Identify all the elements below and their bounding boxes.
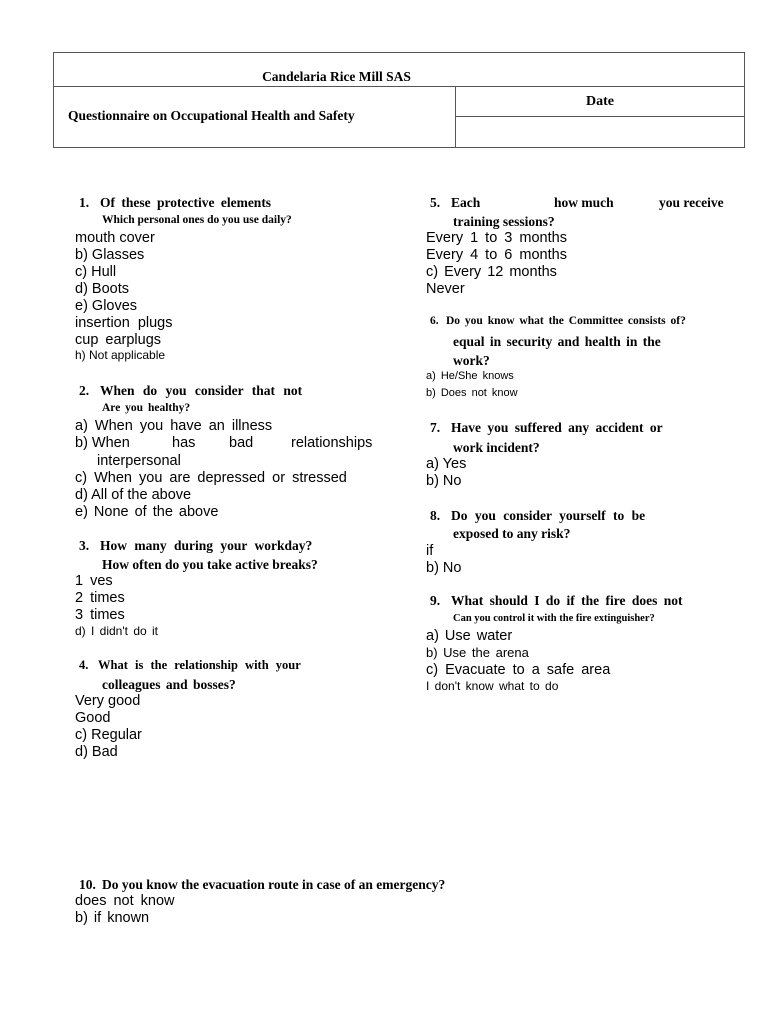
question-text-part: Each bbox=[451, 195, 481, 210]
answer-option[interactable]: 2 times bbox=[75, 590, 125, 606]
answer-option[interactable]: 1 ves bbox=[75, 573, 113, 589]
answer-option[interactable]: a) When you have an illness bbox=[75, 418, 273, 434]
question-text-line2: colleagues and bosses? bbox=[102, 677, 236, 692]
question-number: 6. bbox=[430, 315, 439, 327]
question-text: When do you consider that not bbox=[100, 383, 303, 398]
answer-option[interactable]: Every 1 to 3 months bbox=[426, 230, 567, 246]
question-text: What is the relationship with your bbox=[98, 658, 301, 672]
question-text: How many during your workday? bbox=[100, 538, 313, 553]
answer-option[interactable]: Every 4 to 6 months bbox=[426, 247, 567, 263]
answer-option[interactable]: b) When bbox=[75, 435, 130, 451]
question-text: Have you suffered any accident or bbox=[451, 420, 663, 435]
answer-option[interactable]: b) Glasses bbox=[75, 247, 145, 263]
answer-option[interactable]: c) Hull bbox=[75, 264, 117, 280]
answer-option[interactable]: b) No bbox=[426, 560, 462, 576]
question-text: Of these protective elements bbox=[100, 195, 272, 210]
answer-option[interactable]: insertion plugs bbox=[75, 315, 173, 331]
question-text-line2: Can you control it with the fire extinguisher? bbox=[453, 613, 655, 624]
answer-option[interactable]: mouth cover bbox=[75, 230, 155, 246]
answer-option-word: bad bbox=[229, 435, 254, 451]
question-number: 1. bbox=[79, 195, 90, 210]
answer-option[interactable]: c) When you are depressed or stressed bbox=[75, 470, 347, 486]
answer-option[interactable]: c) Regular bbox=[75, 727, 142, 743]
answer-option[interactable]: Never bbox=[426, 281, 465, 297]
answer-option[interactable]: b) Use the arena bbox=[426, 645, 529, 660]
header-table bbox=[53, 52, 745, 148]
question-number: 9. bbox=[430, 593, 441, 608]
question-number: 2. bbox=[79, 383, 90, 398]
question-number: 7. bbox=[430, 420, 441, 435]
form-title: Questionnaire on Occupational Health and Safety bbox=[68, 108, 355, 123]
answer-option[interactable]: c) Evacuate to a safe area bbox=[426, 662, 611, 678]
date-label: Date bbox=[586, 94, 614, 109]
answer-option[interactable]: d) All of the above bbox=[75, 487, 192, 503]
company-name: Candelaria Rice Mill SAS bbox=[262, 69, 411, 84]
question-number: 5. bbox=[430, 195, 441, 210]
question-text-part: you receive bbox=[659, 195, 724, 210]
answer-option[interactable]: b) Does not know bbox=[426, 387, 518, 399]
question-text-line2: Are you healthy? bbox=[102, 402, 191, 414]
question-text-line2: training sessions? bbox=[453, 214, 555, 229]
date-value-field[interactable] bbox=[456, 117, 744, 147]
answer-option[interactable]: a) Use water bbox=[426, 628, 513, 644]
question-text-line2: Which personal ones do you use daily? bbox=[102, 214, 292, 226]
answer-option[interactable]: if bbox=[426, 543, 434, 559]
answer-option[interactable]: cup earplugs bbox=[75, 332, 162, 348]
company-row bbox=[54, 53, 744, 87]
answer-option[interactable]: b) if known bbox=[75, 910, 150, 926]
question-text-line2: How often do you take active breaks? bbox=[102, 557, 318, 572]
answer-option[interactable]: e) None of the above bbox=[75, 504, 219, 520]
question-number: 10. bbox=[79, 877, 96, 892]
question-text-line3: work? bbox=[453, 353, 490, 368]
answer-option-word: has bbox=[172, 435, 196, 451]
answer-option[interactable]: I don't know what to do bbox=[426, 679, 559, 693]
question-text: Do you know the evacuation route in case of an emergency? bbox=[102, 877, 446, 892]
question-text: What should I do if the fire does not bbox=[451, 593, 683, 608]
question-text-part: how much bbox=[554, 195, 614, 210]
question-text-line2: work incident? bbox=[453, 440, 540, 455]
question-number: 4. bbox=[79, 658, 89, 672]
answer-option-continued: interpersonal bbox=[97, 453, 181, 469]
answer-option[interactable]: a) He/She knows bbox=[426, 370, 514, 382]
answer-option[interactable]: Good bbox=[75, 710, 111, 726]
answer-option-word: relationships bbox=[291, 435, 373, 451]
question-number: 3. bbox=[79, 538, 90, 553]
date-label-cell bbox=[456, 87, 744, 117]
question-text-line2: equal in security and health in the bbox=[453, 334, 661, 349]
answer-option[interactable]: d) Bad bbox=[75, 744, 118, 760]
answer-option[interactable]: e) Gloves bbox=[75, 298, 138, 314]
answer-option[interactable]: d) Boots bbox=[75, 281, 129, 297]
question-number: 8. bbox=[430, 508, 441, 523]
answer-option[interactable]: b) No bbox=[426, 473, 462, 489]
answer-option[interactable]: does not know bbox=[75, 893, 175, 909]
answer-option[interactable]: 3 times bbox=[75, 607, 125, 623]
answer-option[interactable]: h) Not applicable bbox=[75, 348, 166, 362]
answer-option[interactable]: Very good bbox=[75, 693, 141, 709]
answer-option[interactable]: c) Every 12 months bbox=[426, 264, 557, 280]
answer-option[interactable]: d) I didn't do it bbox=[75, 624, 158, 638]
title-cell bbox=[54, 87, 456, 147]
answer-option[interactable]: a) Yes bbox=[426, 456, 467, 472]
question-text: Do you know what the Committee consists of? bbox=[446, 315, 686, 327]
question-text: Do you consider yourself to be bbox=[451, 508, 646, 523]
question-text-line2: exposed to any risk? bbox=[453, 526, 571, 541]
